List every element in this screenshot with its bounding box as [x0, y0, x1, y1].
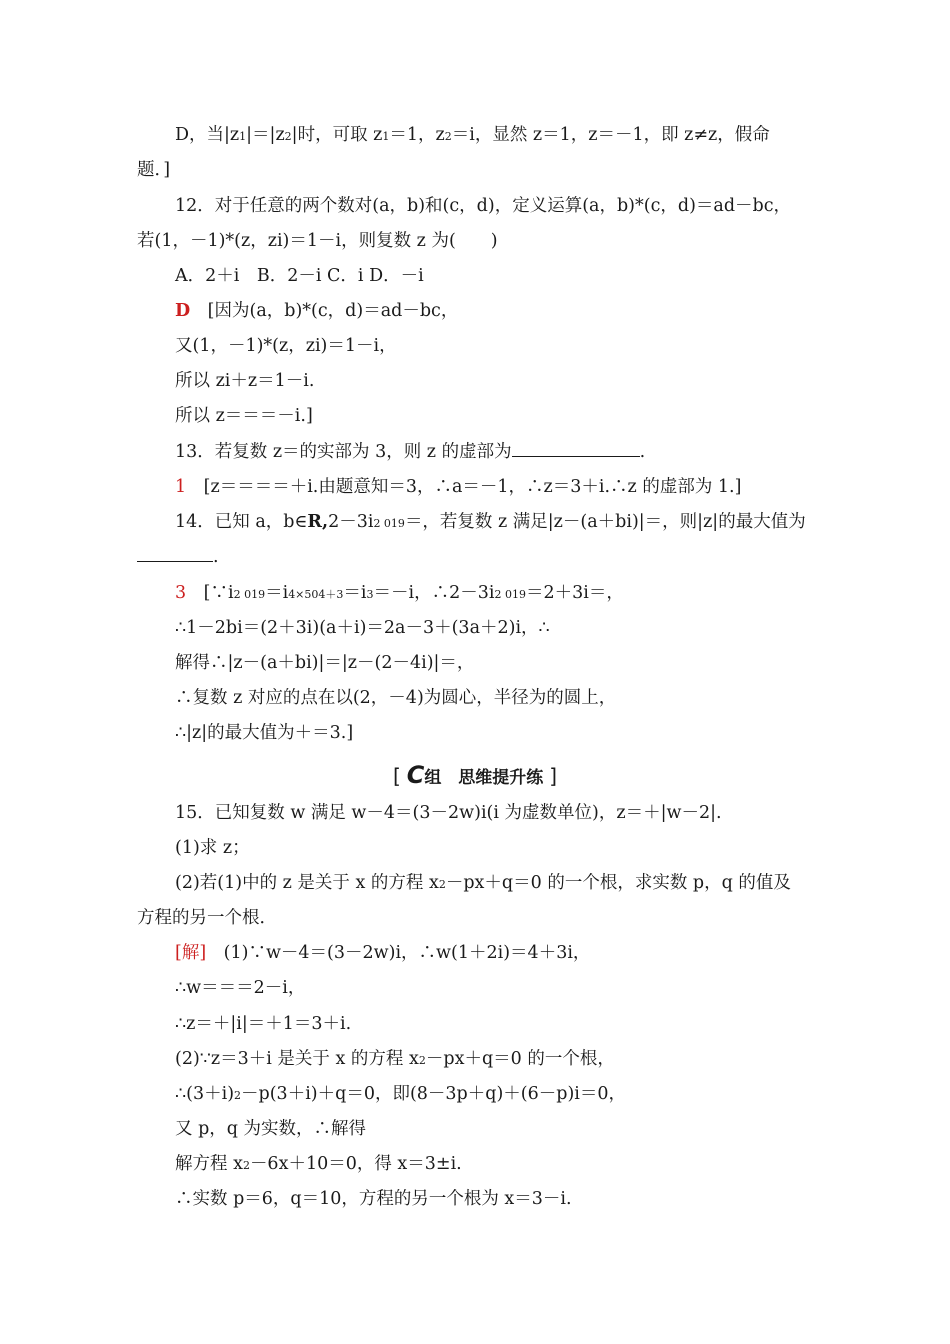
answer-label: D [175, 301, 191, 321]
superscript: 3 [366, 588, 374, 601]
superscript: 4×504＋3 [288, 588, 344, 601]
group-letter: C [406, 761, 425, 789]
text-line [0, 1079, 950, 1109]
text-line [0, 366, 950, 396]
text-segment: |时，可取 z [291, 125, 383, 145]
superscript: 2 [242, 1159, 250, 1172]
text-segment: ∴实数 p＝6，q＝10，方程的另一个根为 x＝3－i. [175, 1189, 572, 1209]
text-line [0, 331, 950, 361]
text-line [0, 155, 950, 185]
text-segment: 2－3i [328, 512, 374, 532]
superscript: 2 019 [233, 588, 266, 601]
bracket-left: [ [392, 764, 401, 788]
question-12-line [0, 191, 950, 221]
text-segment: －p(3＋i)＋q＝0，即(8－3p＋q)＋(6－p)i＝0， [241, 1084, 627, 1104]
text-segment: 13．若复数 z＝的实部为 3，则 z 的虚部为 [175, 442, 512, 462]
text-line [0, 1149, 950, 1179]
text-line [0, 1184, 950, 1214]
text-segment: ∴复数 z 对应的点在以(2，－4)为圆心，半径为的圆上， [175, 688, 617, 708]
superscript: 2 019 [494, 588, 526, 601]
text-segment: 若(1，－1)*(z，zi)＝1－i，则复数 z 为( ) [137, 231, 498, 251]
text-segment: D，当|z [175, 125, 240, 145]
text-segment: [z＝＝＝＝＋i.由题意知＝3，∴a＝－1，∴z＝3＋i.∴z 的虚部为 1.] [186, 477, 742, 497]
text-segment: －px＋q＝0 的一个根， [425, 1049, 615, 1069]
answer-label: 3 [175, 583, 187, 603]
text-segment: 又(1，－1)*(z，zi)＝1－i， [175, 336, 397, 356]
answer-blank [512, 438, 640, 457]
text-segment: (1)求 z； [175, 838, 250, 858]
question-13-line [0, 437, 950, 467]
question-14-line [0, 507, 950, 537]
text-segment: 题．] [137, 160, 171, 180]
text-line [0, 1009, 950, 1039]
text-line [0, 613, 950, 643]
text-segment: 又 p，q 为实数，∴解得 [175, 1119, 367, 1139]
text-segment: －6x＋10＝0，得 x＝3±i. [249, 1154, 462, 1174]
solution-line [0, 938, 950, 968]
text-line [0, 973, 950, 1003]
section-heading [0, 760, 950, 790]
text-segment: 解方程 x [175, 1154, 243, 1174]
superscript: 2 [438, 878, 446, 891]
text-segment: (1)∵w－4＝(3－2w)i，∴w(1＋2i)＝4＋3i， [206, 943, 591, 963]
superscript: 2 [418, 1054, 426, 1067]
text-line [0, 401, 950, 431]
options-line [0, 261, 950, 291]
text-segment: ＝1，z [389, 125, 445, 145]
text-segment: ＝i，显然 z＝1，z＝－1，即 z≠z，假命 [451, 125, 770, 145]
answer-blank [137, 543, 213, 562]
text-segment: . [213, 547, 219, 567]
text-segment: [∵i [186, 583, 234, 603]
text-segment: A．2＋i B．2－i C．i D．－i [175, 266, 424, 286]
subscript: 2 [284, 130, 292, 143]
text-line [0, 718, 950, 748]
text-segment: ＝，若复数 z 满足|z－(a＋bi)|＝，则|z|的最大值为 [404, 512, 806, 532]
text-segment: ∴w＝＝＝2－i， [175, 978, 306, 998]
text-segment: 所以 z＝＝＝－i.] [175, 406, 313, 426]
subscript: 1 [239, 130, 247, 143]
text-segment: 方程的另一个根． [137, 908, 277, 928]
subscript: 2 [444, 130, 452, 143]
text-segment: ＝－i，∴2－3i [373, 583, 495, 603]
superscript: 2 019 [373, 517, 405, 530]
text-segment: 所以 zi＋z＝1－i. [175, 371, 315, 391]
text-segment: ∴|z|的最大值为＋＝3.] [175, 723, 354, 743]
text-segment: (2)若(1)中的 z 是关于 x 的方程 x [175, 873, 439, 893]
answer-label: 1 [175, 477, 187, 497]
text-line [0, 648, 950, 678]
text-line [0, 120, 950, 150]
text-line [0, 226, 950, 256]
text-segment: [因为(a，b)*(c，d)＝ad－bc， [190, 301, 459, 321]
text-segment: 15．已知复数 w 满足 w－4＝(3－2w)i(i 为虚数单位)，z＝＋|w－2|. [175, 803, 722, 823]
text-segment: 14．已知 a，b∈ [175, 512, 308, 532]
heading-text: 组 思维提升练 [424, 768, 544, 788]
text-segment: ＝i [343, 583, 367, 603]
superscript: 2 [234, 1089, 242, 1102]
text-line [0, 542, 950, 572]
subscript: 1 [382, 130, 390, 143]
text-segment: ∴(3＋i) [175, 1084, 235, 1104]
text-segment: ∴1－2bi＝(2＋3i)(a＋i)＝2a－3＋(3a＋2)i，∴ [175, 618, 550, 638]
text-segment: (2)∵z＝3＋i 是关于 x 的方程 x [175, 1049, 419, 1069]
question-15-line [0, 798, 950, 828]
text-line [0, 1114, 950, 1144]
solution-label: [解] [175, 943, 207, 963]
text-line [0, 1044, 950, 1074]
text-line [0, 683, 950, 713]
text-segment: |＝|z [246, 125, 285, 145]
text-segment: 解得∴|z－(a＋bi)|＝|z－(2－4i)|＝， [175, 653, 475, 673]
text-segment: ＝2＋3i＝， [525, 583, 624, 603]
answer-line [0, 472, 950, 502]
bracket-right: ] [549, 764, 558, 788]
text-segment: . [639, 442, 646, 462]
text-segment: ∴z＝＋|i|＝＋1＝3＋i. [175, 1014, 352, 1034]
answer-line [0, 296, 950, 326]
text-line [0, 833, 950, 863]
text-line [0, 903, 950, 933]
text-line [0, 868, 950, 898]
text-segment: 12．对于任意的两个数对(a，b)和(c，d)，定义运算(a，b)*(c，d)＝ad－bc， [175, 196, 792, 216]
text-segment: R, [307, 512, 329, 532]
answer-line [0, 578, 950, 608]
text-segment: ＝i [265, 583, 289, 603]
text-segment: －px＋q＝0 的一个根，求实数 p，q 的值及 [445, 873, 791, 893]
